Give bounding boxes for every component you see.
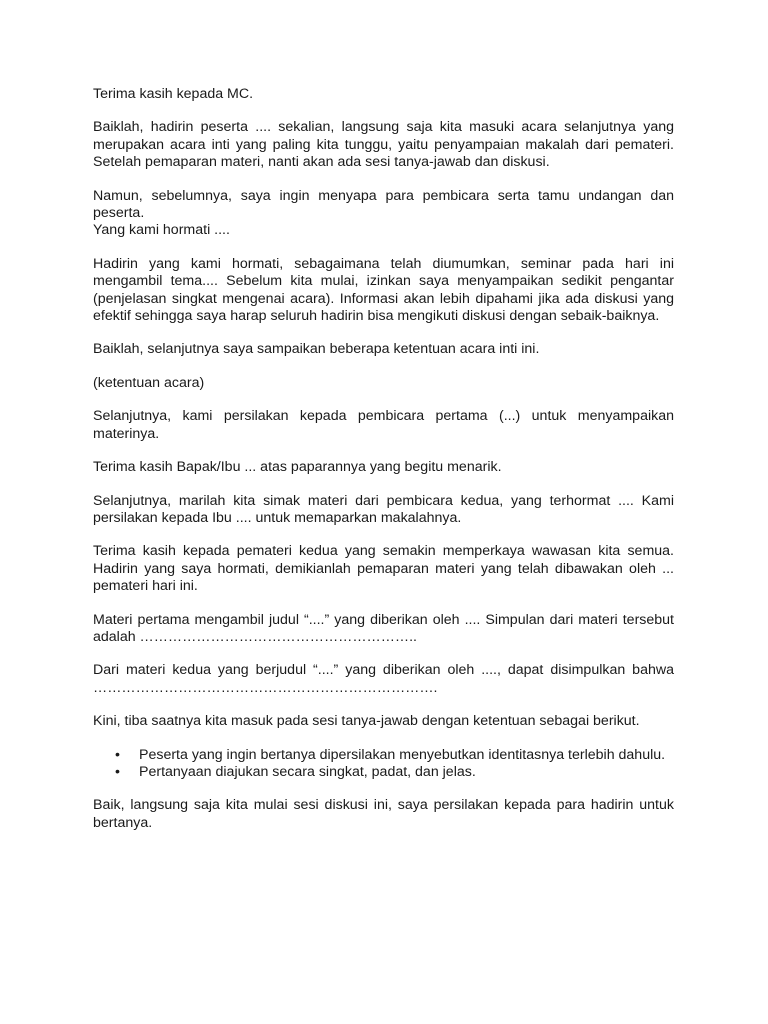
paragraph-thanks-two: Terima kasih kepada pemateri kedua yang semakin memperkaya wawasan kita semua. Hadirin yang saya hormati, demikianlah pemaparan materi yang telah dibawakan oleh ... pemateri hari ini. [93, 543, 674, 595]
paragraph-rules: (ketentuan acara) [93, 374, 205, 391]
document-page [93, 86, 674, 848]
list-item-text: Pertanyaan diajukan secara singkat, padat, dan jelas. [139, 763, 476, 780]
paragraph-qa-intro: Kini, tiba saatnya kita masuk pada sesi tanya-jawab dengan ketentuan sebagai berikut. [93, 713, 640, 730]
paragraph-speaker-two: Selanjutnya, marilah kita simak materi dari pembicara kedua, yang terhormat .... Kami persilakan kepada Ibu .... untuk memaparkan makalahnya. [93, 492, 674, 526]
paragraph-theme: Hadirin yang kami hormati, sebagaimana telah diumumkan, seminar pada hari ini mengambil tema.... Sebelum kita mulai, izinkan saya menyampaikan sedikit pengantar (penjelasan singkat mengenai acara). Informasi akan lebih dipahami jika ada diskusi yang efektif sehingga saya harap seluruh hadirin bisa mengikuti diskusi dengan sebaik-baiknya. [93, 255, 674, 325]
paragraph-summary-two: Dari materi kedua yang berjudul “....” yang diberikan oleh ...., dapat disimpulkan bahwa ………………………………………………………………. [93, 662, 674, 696]
paragraph-speaker-one: Selanjutnya, kami persilakan kepada pembicara pertama (...) untuk menyampaikan materinya. [93, 408, 674, 442]
greeting-line: Namun, sebelumnya, saya ingin menyapa para pembicara serta tamu undangan dan peserta. [93, 187, 674, 222]
paragraph-rules-intro: Baiklah, selanjutnya saya sampaikan beberapa ketentuan acara inti ini. [93, 341, 540, 358]
paragraph-thanks-one: Terima kasih Bapak/Ibu ... atas paparannya yang begitu menarik. [93, 459, 502, 476]
paragraph-opening: Terima kasih kepada MC. [93, 86, 254, 102]
honored-line: Yang kami hormati .... [93, 222, 230, 239]
qa-rules-list [93, 747, 674, 782]
bullet-icon: • [115, 763, 120, 780]
bullet-icon: • [115, 746, 120, 763]
paragraph-closing: Baik, langsung saja kita mulai sesi diskusi ini, saya persilakan kepada para hadirin untuk bertanya. [93, 797, 674, 831]
paragraph-summary-one: Materi pertama mengambil judul “....” yang diberikan oleh .... Simpulan dari materi tersebut adalah ………………………………………………….. [93, 611, 674, 645]
list-item-text: Peserta yang ingin bertanya dipersilakan menyebutkan identitasnya terlebih dahulu. [139, 746, 666, 763]
list-item [93, 747, 674, 764]
paragraph-intro: Baiklah, hadirin peserta .... sekalian, langsung saja kita masuki acara selanjutnya yang merupakan acara inti yang paling kita tunggu, yaitu penyampaian makalah dari pemateri. Setelah pemaparan materi, nanti akan ada sesi tanya-jawab dan diskusi. [93, 119, 674, 171]
paragraph-greeting [93, 188, 674, 240]
list-item [93, 764, 674, 781]
